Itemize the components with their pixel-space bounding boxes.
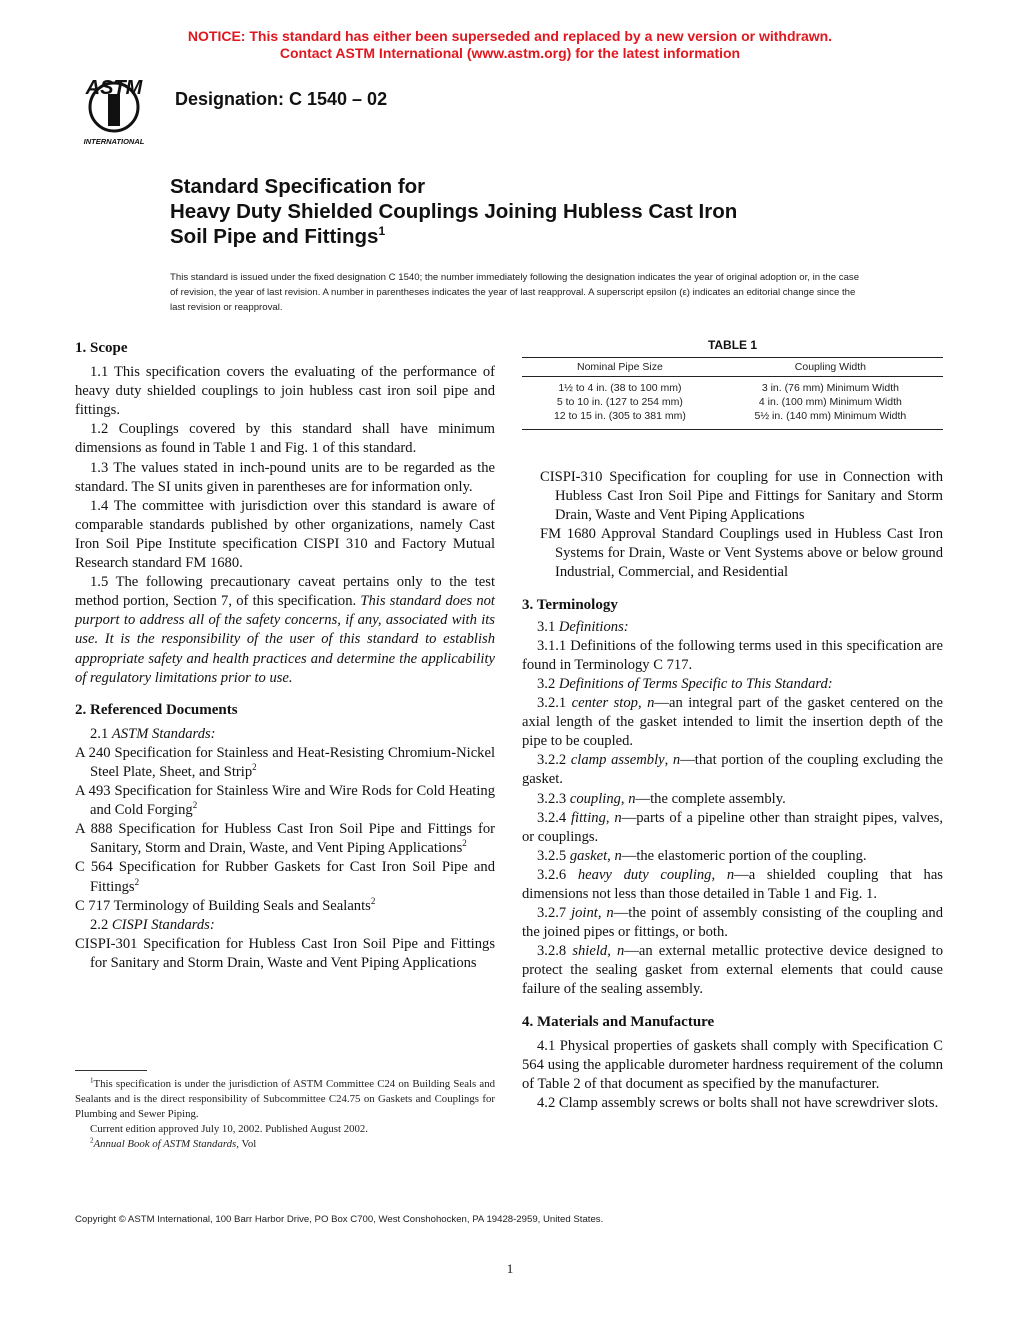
term-dash: —	[621, 847, 637, 864]
ref-a888-text: A 888 Specification for Hubless Cast Iron Soil Pipe and Fittings for Sanitary, Storm and Drain, Waste, and Vent Piping Applications	[75, 821, 495, 857]
referenced-heading: 2. Referenced Documents	[75, 701, 238, 718]
astm-standards-label	[75, 725, 495, 744]
scope-heading: 1. Scope	[75, 340, 128, 356]
term-sep: ,	[664, 752, 673, 769]
footnote-divider	[75, 1070, 147, 1071]
ref-a240-text: A 240 Specification for Stainless and Heat-Resisting Chromium-Nickel Steel Plate, Sheet, and Strip	[75, 744, 495, 780]
term-sep: ,	[607, 847, 615, 864]
table-header-coupling-width: Coupling Width	[718, 358, 943, 377]
ref-c717	[75, 897, 495, 916]
ref-c717-sup: 2	[370, 895, 376, 906]
logo-subtext: INTERNATIONAL	[83, 137, 145, 146]
term-dash: —	[635, 790, 651, 807]
ref-a888	[75, 820, 495, 858]
materials-4-2: 4.2 Clamp assembly screws or bolts shall not have screwdriver slots.	[537, 1094, 939, 1111]
specific-definitions-italic: Definitions of Terms Specific to This Standard:	[558, 675, 833, 692]
ref-a888-sup: 2	[462, 838, 467, 849]
footnote-1-current: Current edition approved July 10, 2002. Published August 2002.	[90, 1123, 369, 1135]
term-dash: —	[613, 905, 629, 922]
term-num: 3.2.7	[537, 905, 572, 922]
term-dash: —	[680, 752, 695, 769]
scope-1-1: 1.1 This specification covers the evaluating of the performance of heavy duty shielded couplings to join hubless cast iron soil pipe and fittings.	[75, 364, 495, 419]
ref-a493-text: A 493 Specification for Stainless Wire and Wire Rods for Cold Heating and Cold Forging	[75, 783, 495, 819]
title-footnote-mark: 1	[378, 224, 386, 239]
ref-fm-1680: FM 1680 Approval Standard Couplings used in Hubless Cast Iron Systems for Drain, Waste or Vent Systems above or below ground Industrial, Commercial, and Residential	[540, 526, 943, 581]
term-def: parts of a pipeline other than straight pipes, valves, or couplings.	[522, 809, 943, 845]
term-num: 3.2.5	[537, 847, 570, 864]
term-sep: ,	[607, 943, 617, 960]
title-line-1: Standard Specification for	[170, 175, 426, 198]
term-noun: n	[614, 847, 622, 864]
footnote-1-text: This specification is under the jurisdiction of ASTM Committee C24 on Building Seals and Sealants and is the direct responsibility of Subcommittee C24.75 on Gaskets and Couplings for Plumbing and Sewer Piping.	[75, 1078, 495, 1120]
term-num: 3.2.1	[537, 695, 572, 712]
title-line-3	[170, 224, 890, 249]
astm-standards-italic: ASTM Standards:	[111, 725, 216, 742]
footnote-2	[75, 1137, 495, 1152]
table-row	[522, 409, 943, 430]
footnotes	[75, 1077, 495, 1152]
term-fitting	[522, 809, 943, 847]
term-word: joint	[571, 905, 598, 922]
ref-cispi-301: CISPI-301 Specification for Hubless Cast Iron Soil Pipe and Fittings for Sanitary and Storm Drain, Waste and Vent Piping Applications	[75, 935, 495, 971]
footnote-2-rest: , Vol	[236, 1138, 257, 1150]
term-word: heavy duty coupling	[577, 866, 712, 883]
term-noun: n	[614, 809, 622, 826]
term-sep: ,	[637, 695, 648, 712]
ref-c564-text: C 564 Specification for Rubber Gaskets for Cast Iron Soil Pipe and Fittings	[75, 859, 495, 895]
ref-a240-sup: 2	[252, 762, 257, 773]
term-noun: n	[647, 695, 655, 712]
table-1-title: TABLE 1	[707, 338, 758, 352]
terminology-heading: 3. Terminology	[522, 596, 618, 613]
table-cell: 5½ in. (140 mm) Minimum Width	[718, 409, 943, 430]
ref-a493	[75, 782, 495, 820]
term-coupling	[522, 790, 943, 809]
term-num: 3.2.4	[537, 809, 571, 826]
term-num: 3.2.3	[537, 790, 570, 807]
table-1	[522, 338, 943, 430]
term-def: that portion of the coupling excluding the gasket.	[522, 752, 943, 788]
ref-a493-sup: 2	[192, 800, 198, 811]
table-row	[522, 395, 943, 409]
ref-c717-text: C 717 Terminology of Building Seals and Sealants	[75, 897, 371, 914]
term-gasket	[522, 847, 943, 866]
term-sep: ,	[620, 790, 629, 807]
definitions-num: 3.1	[537, 618, 559, 635]
table-cell: 1½ to 4 in. (38 to 100 mm)	[558, 382, 682, 394]
term-noun: n	[606, 905, 614, 922]
term-num: 3.2.8	[537, 943, 573, 960]
footnote-2-italic: Annual Book of ASTM Standards	[93, 1138, 237, 1150]
term-word: fitting	[571, 809, 606, 826]
term-heavy-duty-coupling	[522, 866, 943, 904]
table-header-row	[522, 358, 943, 377]
term-dash: —	[734, 866, 749, 883]
term-def: an integral part of the gasket centered on the axial length of the gasket intended to limit the insertion depth of the pipe to be coupled.	[522, 695, 943, 750]
issued-note: This standard is issued under the fixed designation C 1540; the number immediately following the designation indicates the year of original adoption or, in the case of revision, the year of last revision. A number in parentheses indicates the year of last reapproval. A superscript epsilon (ε) indicates an editorial change since the last revision or reapproval.	[170, 272, 860, 313]
specific-definitions-label	[522, 675, 943, 694]
table-1-grid	[522, 357, 943, 430]
term-3-1-1: 3.1.1 Definitions of the following terms used in this specification are found in Terminology C 717.	[522, 637, 943, 673]
scope-1-4: 1.4 The committee with jurisdiction over this standard is aware of comparable standards published by other organizations, namely Cast Iron Soil Pipe Institute specification CISPI 310 and Factory Mutual Research standard FM 1680.	[75, 497, 495, 572]
page-number: 1	[506, 1261, 514, 1276]
right-column	[522, 468, 943, 1113]
scope-1-5	[75, 573, 495, 688]
term-sep: ,	[711, 866, 727, 883]
term-noun: n	[726, 866, 735, 883]
astm-logo	[68, 74, 160, 148]
specific-definitions-num: 3.2	[537, 675, 559, 692]
term-sep: ,	[597, 905, 607, 922]
term-def: a shielded coupling that has dimensions not less than those detailed in Table 1 and Fig. 1.	[522, 866, 943, 902]
table-cell: 5 to 10 in. (127 to 254 mm)	[556, 396, 683, 408]
cispi-standards-num: 2.2	[90, 916, 112, 933]
term-dash: —	[654, 695, 669, 712]
cispi-standards-label	[75, 916, 495, 935]
safety-caveat: This standard does not purport to address all of the safety concerns, if any, associated with its use. It is the responsibility of the user of this standard to establish appropriate safety and health practices and determine the applicability of regulatory limitations prior to use.	[75, 593, 495, 686]
designation: Designation: C 1540 – 02	[175, 89, 388, 109]
table-header-pipe-size: Nominal Pipe Size	[522, 358, 718, 377]
term-word: shield	[572, 943, 608, 960]
term-joint	[522, 904, 943, 942]
footnote-1	[75, 1077, 495, 1122]
left-column	[75, 339, 495, 973]
term-dash: —	[621, 809, 637, 826]
term-def: the elastomeric portion of the coupling.	[636, 847, 867, 864]
term-dash: —	[624, 943, 639, 960]
ref-c564	[75, 858, 495, 896]
notice-line-2: Contact ASTM International (www.astm.org) for the latest information	[279, 45, 741, 61]
document-title	[170, 174, 890, 249]
materials-4-1: 4.1 Physical properties of gaskets shall comply with Specification C 564 using the applicable durometer hardness requirement of the column of Table 2 of that document as specified by the manufacturer.	[522, 1037, 943, 1092]
table-row	[522, 377, 943, 396]
footnote-2-mark: 2	[90, 1136, 94, 1145]
footnote-1-mark: 1	[90, 1076, 94, 1085]
definitions-italic: Definitions:	[558, 618, 629, 635]
logo-text: ASTM	[85, 77, 143, 99]
ref-a240	[75, 744, 495, 782]
copyright: Copyright © ASTM International, 100 Barr Harbor Drive, PO Box C700, West Conshohocken, PA 19428-2959, United States.	[75, 1214, 604, 1225]
title-line-2: Heavy Duty Shielded Couplings Joining Hubless Cast Iron	[170, 200, 738, 223]
term-center-stop	[522, 694, 943, 751]
term-num: 3.2.6	[537, 866, 578, 883]
table-cell: 12 to 15 in. (305 to 381 mm)	[522, 409, 718, 430]
term-noun: n	[616, 943, 625, 960]
term-num: 3.2.2	[537, 752, 571, 769]
term-sep: ,	[605, 809, 615, 826]
ref-cispi-310: CISPI-310 Specification for coupling for use in Connection with Hubless Cast Iron Soil Pipe and Fittings for Sanitary and Storm Drain, Waste and Vent Piping Applications	[540, 469, 943, 524]
notice-banner	[0, 28, 1020, 62]
term-def: the point of assembly consisting of the coupling and the joined pipes or fittings, or both.	[522, 905, 943, 941]
definitions-label	[522, 618, 943, 637]
term-def: the complete assembly.	[650, 790, 786, 807]
term-word: gasket	[569, 847, 608, 864]
term-word: clamp assembly	[570, 752, 665, 769]
term-noun: n	[672, 752, 681, 769]
title-line-3-text: Soil Pipe and Fittings	[170, 225, 379, 248]
table-cell: 3 in. (76 mm) Minimum Width	[761, 382, 899, 394]
term-clamp-assembly	[522, 751, 943, 789]
astm-standards-num: 2.1	[90, 725, 112, 742]
notice-line-1: NOTICE: This standard has either been superseded and replaced by a new version or withdrawn.	[187, 28, 833, 44]
term-shield	[522, 942, 943, 999]
scope-1-5-text: 1.5 The following precautionary caveat pertains only to the test method portion, Section 7, of this specification.	[75, 574, 495, 610]
scope-1-3: 1.3 The values stated in inch-pound units are to be regarded as the standard. The SI units given in parentheses are for information only.	[75, 459, 495, 495]
term-word: coupling	[569, 790, 621, 807]
materials-heading: 4. Materials and Manufacture	[522, 1013, 715, 1030]
term-def: an external metallic protective device designed to protect the sealing gasket from external elements that could cause failure of the sealing assembly.	[522, 943, 944, 998]
term-word: center stop	[571, 695, 638, 712]
term-noun: n	[628, 790, 636, 807]
table-cell: 4 in. (100 mm) Minimum Width	[758, 396, 902, 408]
cispi-standards-italic: CISPI Standards:	[111, 916, 215, 933]
ref-c564-sup: 2	[134, 876, 140, 887]
scope-1-2: 1.2 Couplings covered by this standard shall have minimum dimensions as found in Table 1 and Fig. 1 of this standard.	[75, 421, 495, 457]
